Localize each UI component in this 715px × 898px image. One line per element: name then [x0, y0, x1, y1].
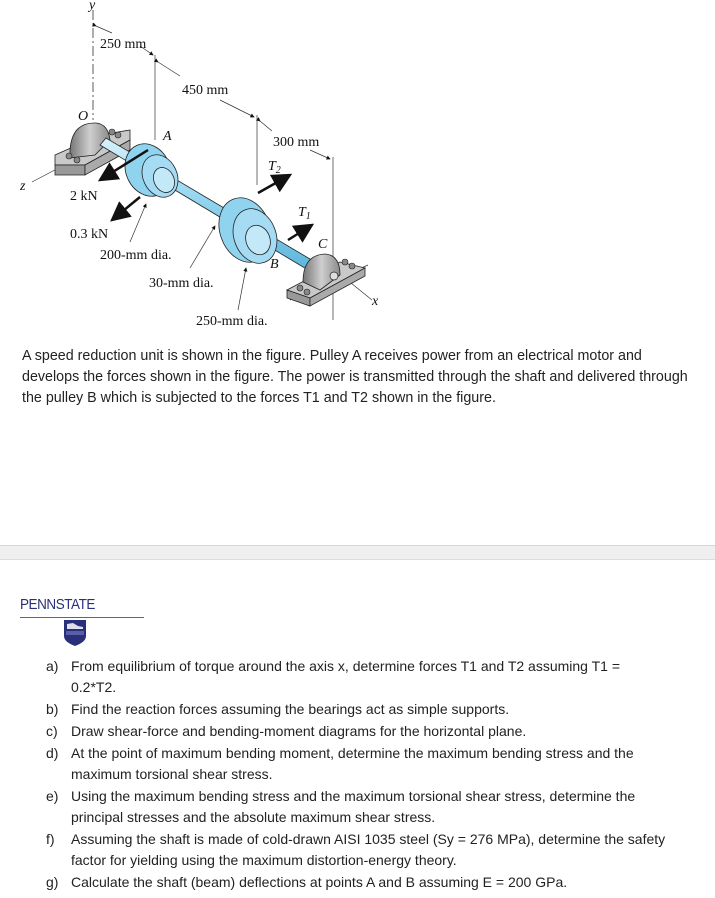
- t2-label: $T_2$: [268, 159, 281, 176]
- shield-icon: [64, 620, 86, 646]
- question-a: a) From equilibrium of torque around the axis x, determine forces T1 and T2 assuming T1 = 0.2*T2.: [46, 658, 621, 695]
- question-g: g) Calculate the shaft (beam) deflections at points A and B assuming E = 200 GPa.: [46, 874, 568, 890]
- question-e: e) Using the maximum bending stress and the maximum torsional shear stress, determine the principal stresses and the absolute maximum shear stress.: [46, 788, 636, 825]
- question-c: c) Draw shear-force and bending-moment diagrams for the horizontal plane.: [46, 723, 527, 739]
- force-03kn-label: 0.3 kN: [70, 227, 109, 242]
- pennstate-logo: [20, 596, 150, 656]
- question-list: [46, 656, 666, 894]
- dia-30mm: 30-mm dia.: [149, 276, 214, 291]
- dim-300mm: 300 mm: [273, 135, 320, 150]
- dim-450mm: 450 mm: [182, 83, 229, 98]
- x-axis-label: x: [372, 294, 379, 309]
- dia-200mm: 200-mm dia.: [100, 248, 172, 263]
- problem-intro: A speed reduction unit is shown in the figure. Pulley A receives power from an electrical motor and develops the forces shown in the figure. The power is transmitted through the shaft and delivered through the pulley B which is subjected to the forces T1 and T2 shown in the figure.: [22, 348, 688, 406]
- point-b-label: B: [270, 257, 279, 272]
- question-f: f) Assuming the shaft is made of cold-drawn AISI 1035 steel (Sy = 276 MPa), determine the safety factor for yielding using the maximum distortion-energy theory.: [46, 831, 666, 868]
- point-a-label: A: [163, 129, 172, 144]
- t1-label: $T_1$: [298, 205, 311, 222]
- y-axis-label: y: [89, 0, 96, 13]
- dia-250mm: 250-mm dia.: [196, 314, 268, 329]
- dim-250mm: 250 mm: [100, 37, 147, 52]
- force-03kn-arrow: [112, 197, 140, 220]
- force-t2-arrow: [258, 175, 290, 193]
- section-divider: [0, 545, 715, 560]
- origin-label: O: [78, 109, 89, 124]
- logo-text: PENNSTATE: [20, 596, 95, 613]
- shaft-figure: [0, 0, 380, 330]
- force-2kn-label: 2 kN: [70, 189, 98, 204]
- question-d: d) At the point of maximum bending moment, determine the maximum bending stress and the maximum torsional shear stress.: [46, 745, 634, 782]
- question-b: b) Find the reaction forces assuming the bearings act as simple supports.: [46, 701, 510, 717]
- force-t1-arrow: [288, 225, 312, 240]
- logo-rule: [20, 617, 144, 618]
- z-axis-label: z: [20, 179, 26, 194]
- point-c-label: C: [318, 237, 328, 252]
